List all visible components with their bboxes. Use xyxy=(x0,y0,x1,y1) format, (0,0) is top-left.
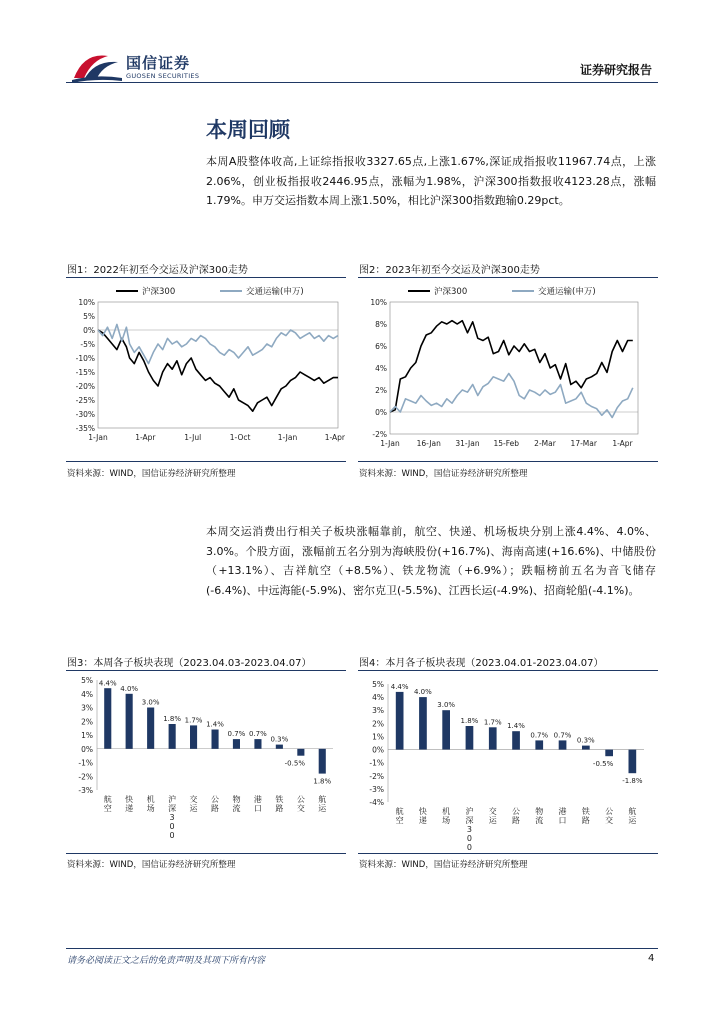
x-tick-label: 16-Jan xyxy=(416,439,441,448)
fig2-top-rule xyxy=(358,277,658,278)
fig4-bottom-rule xyxy=(358,853,658,854)
category-label: 铁 xyxy=(581,807,590,816)
bar-公路 xyxy=(512,731,520,749)
data-label: 0.7% xyxy=(530,731,549,740)
category-label: 机 xyxy=(442,807,451,816)
category-label: 运 xyxy=(318,804,327,813)
category-label: 机 xyxy=(146,795,155,804)
y-tick-label: 0% xyxy=(83,326,95,335)
data-label: 1.7% xyxy=(483,718,502,727)
category-label: 深 xyxy=(465,816,474,825)
bar-铁路 xyxy=(582,746,590,750)
fig3-bar-chart xyxy=(64,674,348,850)
y-tick-label: -3% xyxy=(78,786,93,795)
fig4-bar-chart xyxy=(358,674,658,850)
y-tick-label: 6% xyxy=(375,342,387,351)
y-tick-label: 8% xyxy=(375,320,387,329)
x-tick-label: 15-Feb xyxy=(493,439,520,448)
data-label: 1.4% xyxy=(206,720,224,729)
category-label: 沪 xyxy=(465,807,474,816)
report-type: 证券研究报告 xyxy=(580,63,653,77)
y-tick-label: 5% xyxy=(81,676,93,685)
category-label: 铁 xyxy=(275,795,284,804)
x-tick-label: 1-Jan xyxy=(380,439,400,448)
data-label: 0.3% xyxy=(270,735,289,744)
y-tick-label: 10% xyxy=(370,298,387,307)
y-tick-label: -25% xyxy=(75,396,95,405)
data-label: 4.4% xyxy=(390,682,409,691)
category-label: 0 xyxy=(169,831,175,840)
fig3-caption: 图3：本周各子板块表现（2023.04.03-2023.04.07） xyxy=(67,658,312,669)
series-line-transport xyxy=(390,374,633,418)
legend-label: 交通运输(申万) xyxy=(246,287,304,297)
y-tick-label: 4% xyxy=(81,689,93,699)
bar-航运 xyxy=(319,749,326,774)
plot-frame xyxy=(98,302,338,428)
category-label: 航 xyxy=(318,795,327,804)
fig1-bottom-rule xyxy=(66,461,346,462)
fig1-top-rule xyxy=(66,277,346,278)
category-label: 口 xyxy=(253,804,262,813)
data-label: 0.7% xyxy=(553,731,572,740)
category-label: 港 xyxy=(253,795,262,804)
y-tick-label: 0% xyxy=(372,745,384,755)
y-tick-label: 3% xyxy=(372,706,384,716)
y-tick-label: -1% xyxy=(369,758,384,768)
bar-沪深300 xyxy=(169,724,176,749)
footer-disclaimer: 请务必阅读正文之后的免责声明及其项下所有内容 xyxy=(67,956,266,966)
x-tick-label: 17-Mar xyxy=(570,439,597,448)
y-tick-label: -2% xyxy=(372,430,387,439)
y-tick-label: -20% xyxy=(75,382,95,391)
category-label: 物 xyxy=(535,807,544,816)
fig3-bottom-rule xyxy=(66,853,346,854)
x-tick-label: 1-Jan xyxy=(277,433,298,442)
fig2-line-chart xyxy=(358,282,658,452)
y-tick-label: 2% xyxy=(372,719,384,729)
y-tick-label: 4% xyxy=(375,364,387,373)
y-tick-label: 0% xyxy=(375,408,387,417)
category-label: 航 xyxy=(103,795,112,804)
bar-机场 xyxy=(147,708,154,749)
y-tick-label: -15% xyxy=(75,368,95,377)
bar-公路 xyxy=(212,730,219,749)
fig1-line-chart xyxy=(64,282,348,452)
data-label: 0.3% xyxy=(576,736,595,745)
category-label: 3 xyxy=(169,813,175,822)
category-label: 物 xyxy=(232,795,241,804)
y-tick-label: 4% xyxy=(372,693,384,703)
category-label: 场 xyxy=(442,816,451,825)
bar-公交 xyxy=(297,749,304,756)
category-label: 运 xyxy=(189,804,198,813)
y-tick-label: -2% xyxy=(369,771,384,781)
category-label: 公 xyxy=(296,795,305,804)
category-label: 路 xyxy=(275,804,284,813)
category-label: 0 xyxy=(466,843,473,850)
category-label: 流 xyxy=(232,804,241,813)
bar-沪深300 xyxy=(466,726,474,750)
y-tick-label: -3% xyxy=(369,784,384,794)
section-title: 本周回顾 xyxy=(206,118,290,142)
fig4-source: 资料来源：WIND，国信证券经济研究所整理 xyxy=(359,860,528,870)
data-label: 4.0% xyxy=(120,684,139,693)
logo-text: 国信证券 xyxy=(126,54,191,72)
fig1-caption: 图1：2022年初至今交运及沪深300走势 xyxy=(67,265,248,276)
fig1-source: 资料来源：WIND，国信证券经济研究所整理 xyxy=(67,469,236,479)
category-label: 港 xyxy=(558,807,567,816)
data-label: 1.8% xyxy=(163,715,181,723)
x-tick-label: 1-Jan xyxy=(88,433,108,442)
category-label: 沪 xyxy=(168,795,177,804)
data-label: -1.8% xyxy=(622,777,643,786)
legend-label: 沪深300 xyxy=(142,287,176,297)
bar-铁路 xyxy=(276,745,283,749)
fig2-caption: 图2：2023年初至今交运及沪深300走势 xyxy=(359,265,540,276)
x-tick-label: 1-Jul xyxy=(184,433,202,442)
bar-快递 xyxy=(126,694,133,749)
bar-物流 xyxy=(233,739,240,749)
y-tick-label: 1% xyxy=(81,731,93,740)
fig4-top-rule xyxy=(358,670,658,671)
category-label: 航 xyxy=(628,807,637,816)
category-label: 公 xyxy=(211,795,219,804)
category-label: 快 xyxy=(125,795,134,804)
category-label: 递 xyxy=(418,816,427,825)
category-label: 快 xyxy=(418,807,427,816)
y-tick-label: -2% xyxy=(78,772,93,782)
bar-快递 xyxy=(419,697,427,749)
x-tick-label: 1-Apr xyxy=(612,439,633,448)
category-label: 公 xyxy=(512,807,520,816)
category-label: 空 xyxy=(103,804,112,813)
category-label: 口 xyxy=(558,816,567,825)
bar-港口 xyxy=(254,739,261,749)
logo-subtext: GUOSEN SECURITIES xyxy=(126,72,200,80)
y-tick-label: -30% xyxy=(75,410,95,419)
logo-mark-icon xyxy=(70,50,124,84)
legend-label: 沪深300 xyxy=(434,287,468,297)
fig2-source: 资料来源：WIND，国信证券经济研究所整理 xyxy=(359,469,528,479)
category-label: 流 xyxy=(535,816,544,825)
series-line-hs300 xyxy=(390,321,633,412)
category-label: 公 xyxy=(605,807,614,816)
y-tick-label: 2% xyxy=(375,386,387,395)
data-label: 4.4% xyxy=(98,679,117,688)
bar-机场 xyxy=(442,710,450,749)
x-tick-label: 1-Apr xyxy=(324,433,345,442)
fig2-bottom-rule xyxy=(358,461,658,462)
y-tick-label: 1% xyxy=(372,732,384,742)
category-label: 路 xyxy=(211,804,219,813)
category-label: 空 xyxy=(395,816,404,825)
y-tick-label: -1% xyxy=(78,758,93,768)
x-tick-label: 31-Jan xyxy=(455,439,480,448)
y-tick-label: 0% xyxy=(81,744,93,754)
category-label: 路 xyxy=(581,816,590,825)
category-label: 路 xyxy=(512,816,520,825)
legend-label: 交通运输(申万) xyxy=(538,287,596,297)
category-label: 交 xyxy=(189,795,198,804)
data-label: 1.4% xyxy=(507,722,525,731)
bar-航空 xyxy=(104,688,111,749)
data-label: 1.8% xyxy=(313,777,332,786)
fig4-caption: 图4：本月各子板块表现（2023.04.01-2023.04.07） xyxy=(359,658,604,669)
y-tick-label: 5% xyxy=(372,680,384,689)
bar-航空 xyxy=(396,692,404,750)
category-label: 递 xyxy=(125,804,134,813)
y-tick-label: 5% xyxy=(83,312,95,321)
bar-交运 xyxy=(190,725,197,748)
category-label: 运 xyxy=(628,816,637,825)
y-tick-label: 2% xyxy=(81,717,93,727)
y-tick-label: -4% xyxy=(369,798,384,807)
footer-rule xyxy=(66,948,658,949)
category-label: 交 xyxy=(296,804,305,813)
bar-港口 xyxy=(559,740,567,749)
bar-航运 xyxy=(629,750,637,774)
category-label: 交 xyxy=(605,816,614,825)
data-label: 0.7% xyxy=(249,730,267,739)
y-tick-label: -5% xyxy=(80,340,95,349)
fig3-top-rule xyxy=(66,670,346,671)
data-label: -0.5% xyxy=(592,760,614,769)
bar-物流 xyxy=(535,740,543,749)
data-label: 4.0% xyxy=(414,688,432,697)
category-label: 交 xyxy=(488,807,497,816)
data-label: 1.7% xyxy=(184,716,203,725)
y-tick-label: 3% xyxy=(81,703,93,713)
x-tick-label: 2-Mar xyxy=(534,439,556,448)
data-label: 1.8% xyxy=(460,716,479,725)
summary-paragraph: 本周A股整体收高,上证综指报收3327.65点,上涨1.67%,深证成指报收11967.74点，上涨2.06%，创业板指报收2446.95点，涨幅为1.98%，沪深300指数报收4123.28点，涨幅1.79%。申万交运指数本周上涨1.50%，相比沪深300指数跑输0.29pct。 xyxy=(206,155,656,207)
y-tick-label: -35% xyxy=(75,424,95,433)
category-label: 场 xyxy=(146,804,155,813)
y-tick-label: 10% xyxy=(78,298,95,307)
series-line-hs300 xyxy=(98,330,338,411)
x-tick-label: 1-Apr xyxy=(135,433,156,442)
category-label: 航 xyxy=(395,807,404,816)
sector-paragraph: 本周交运消费出行相关子板块涨幅靠前，航空、快递、机场板块分别上涨4.4%、4.0%、3.0%。个股方面，涨幅前五名分别为海峡股份(+16.7%)、海南高速(+16.6%)、中储股份（+13.1%）、吉祥航空（+8.5%）、铁龙物流（+6.9%）；跌幅榜前五名为音飞储存(-6.4%)、中远海能(-5.9%)、密尔克卫(-5.5%)、江西长运(-4.9%)、招商轮船(-4.1%)。 xyxy=(206,525,656,597)
data-label: 3.0% xyxy=(437,701,456,710)
data-label: 3.0% xyxy=(141,698,160,707)
category-label: 0 xyxy=(169,822,175,831)
header-rule xyxy=(66,82,658,83)
y-tick-label: -10% xyxy=(75,354,95,363)
bar-交运 xyxy=(489,727,497,749)
category-label: 运 xyxy=(488,816,497,825)
data-label: -0.5% xyxy=(284,759,305,768)
category-label: 0 xyxy=(466,834,473,843)
category-label: 3 xyxy=(466,825,473,834)
x-tick-label: 1-Oct xyxy=(229,433,251,442)
bar-公交 xyxy=(605,750,613,757)
fig3-source: 资料来源：WIND，国信证券经济研究所整理 xyxy=(67,860,236,870)
data-label: 0.7% xyxy=(227,730,246,739)
category-label: 深 xyxy=(168,804,177,813)
page-number: 4 xyxy=(648,953,655,964)
